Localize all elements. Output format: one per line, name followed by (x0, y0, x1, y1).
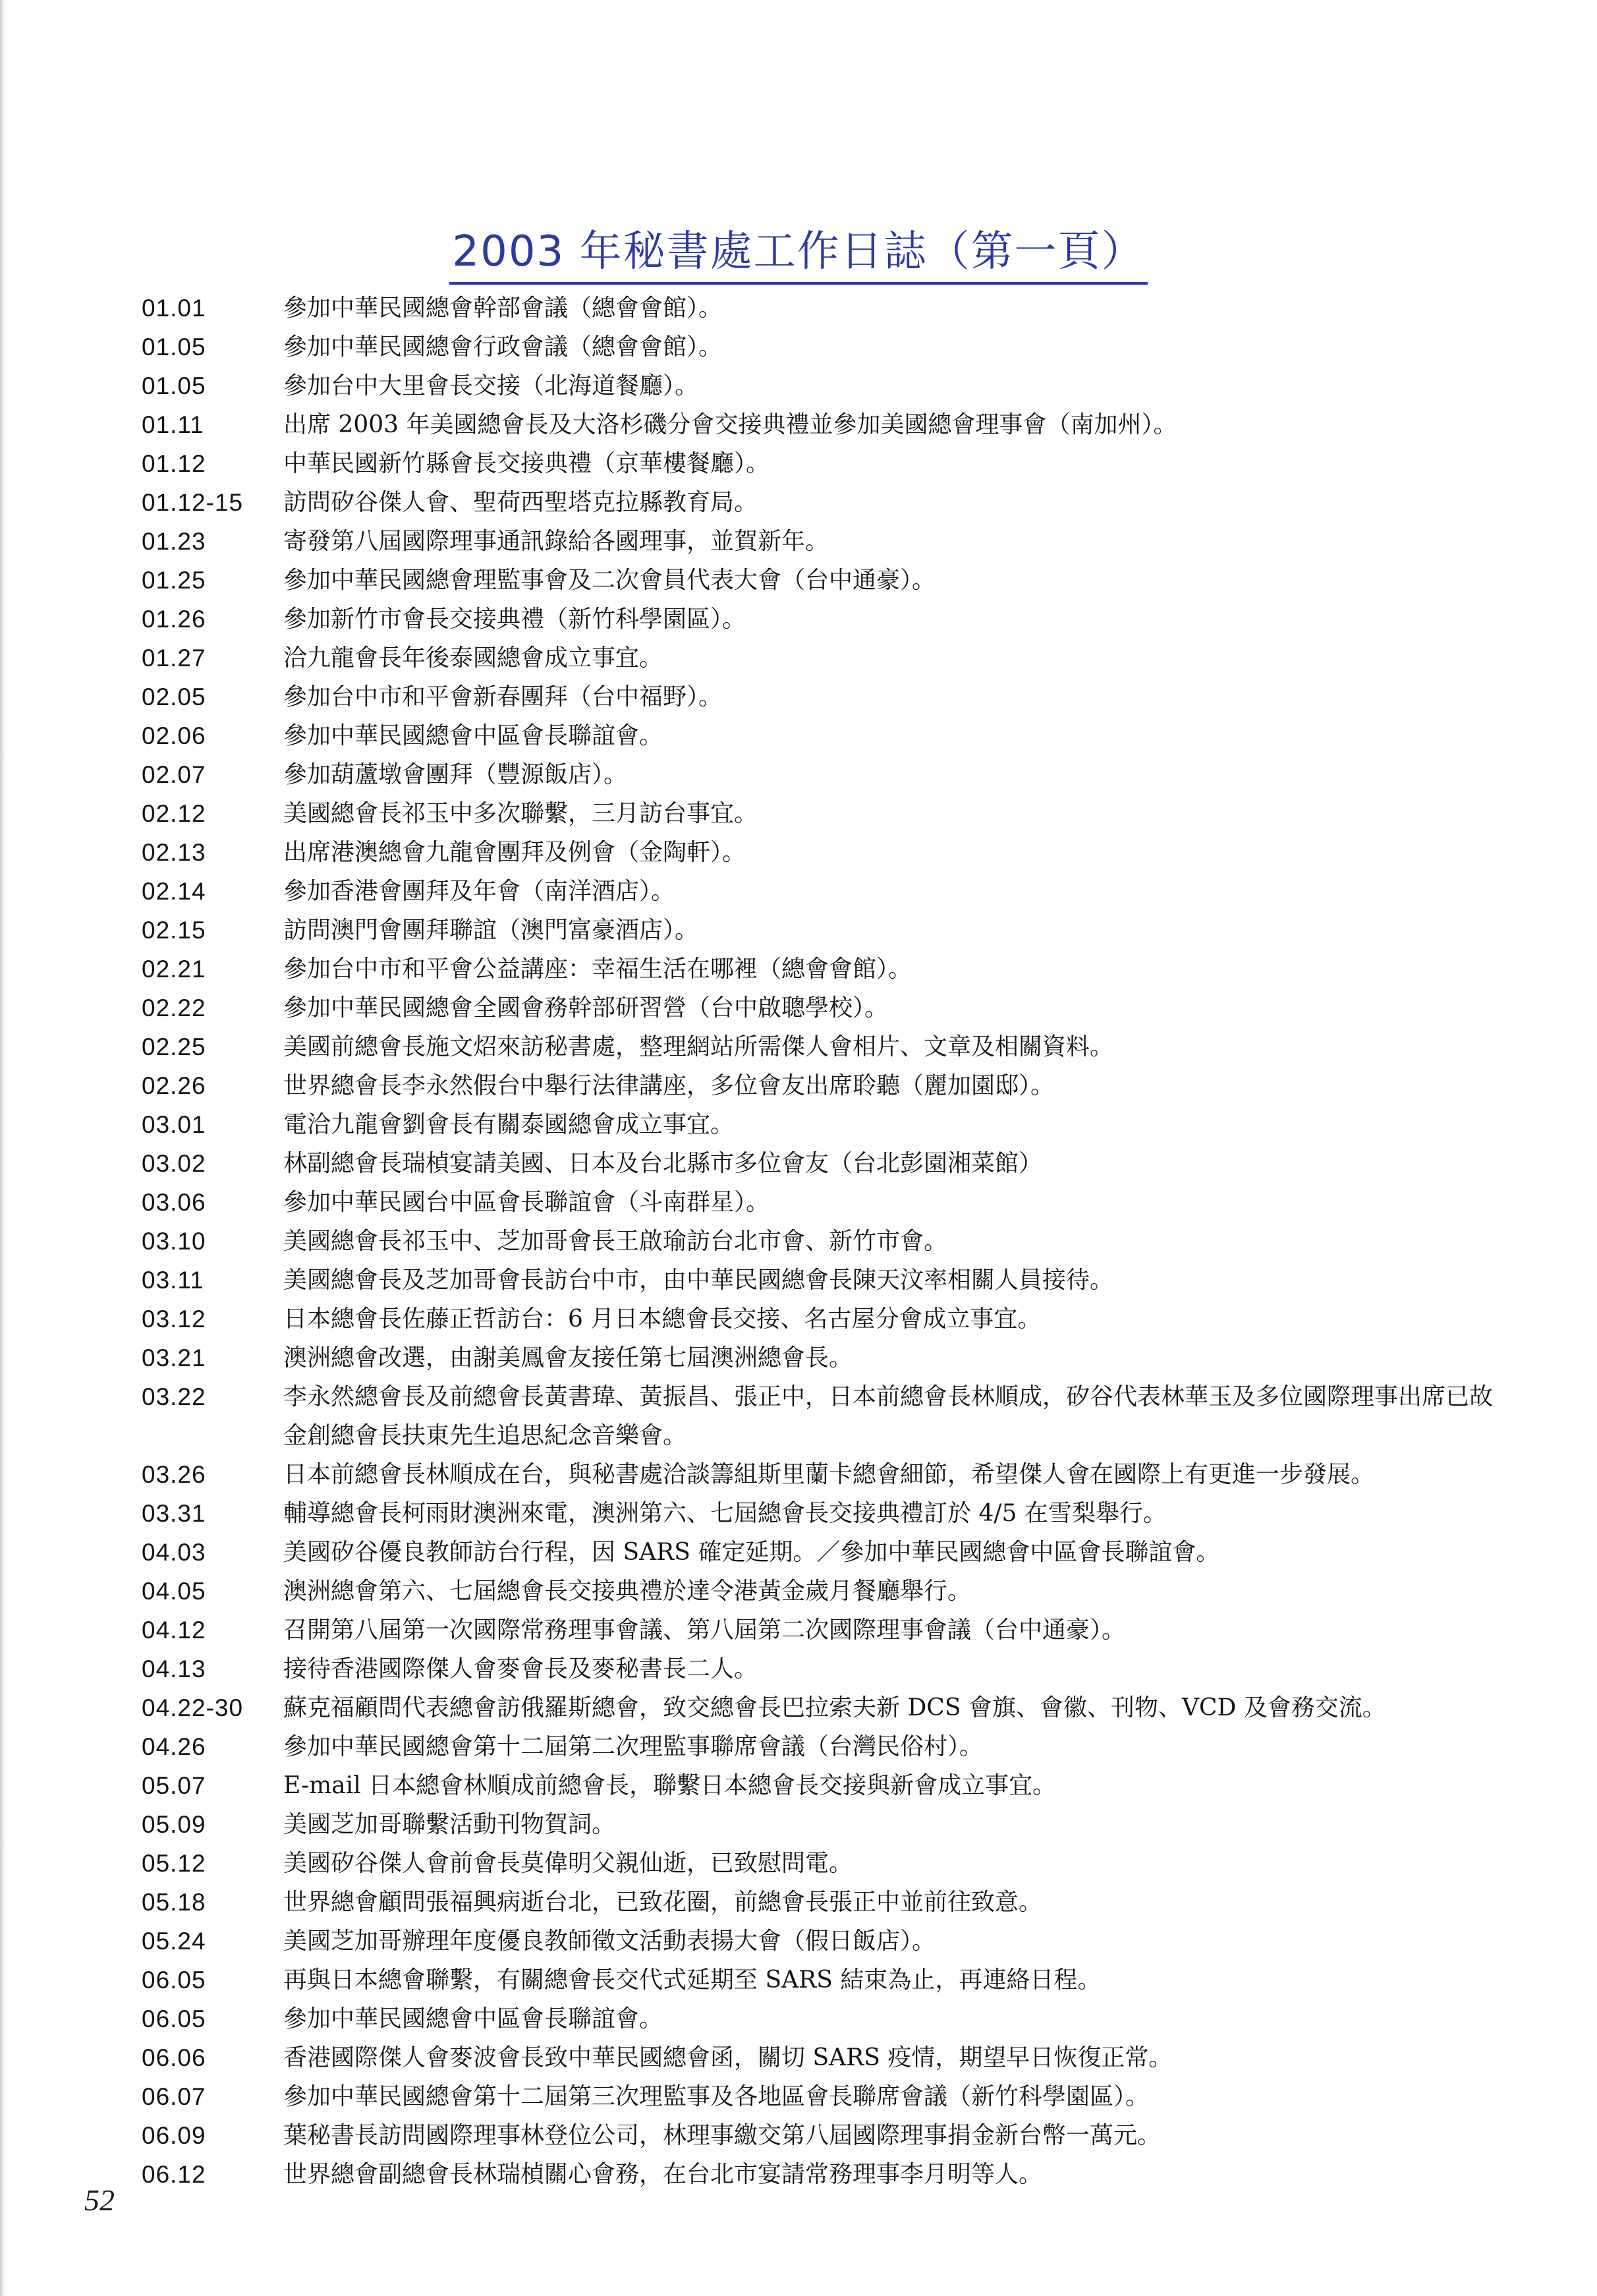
log-entry-text: 世界總會顧問張福興病逝台北，已致花圈，前總會長張正中並前往致意。 (283, 1889, 1043, 1916)
log-entry (142, 2077, 1532, 2116)
log-entry-text: 參加中華民國總會全國會務幹部研習營（台中啟聰學校）。 (283, 994, 889, 1021)
log-entry-text: 澳洲總會改選，由謝美鳳會友接任第七屆澳洲總會長。 (283, 1344, 853, 1371)
log-entry-text: 葉秘書長訪問國際理事林登位公司，林理事繳交第八屆國際理事捐金新台幣一萬元。 (283, 2122, 1162, 2149)
scan-edge-shadow (0, 0, 7, 2296)
log-entry (142, 755, 1532, 794)
log-entry (142, 1572, 1532, 1611)
log-entry-date: 06.06 (142, 2044, 206, 2071)
log-entry-date: 06.07 (142, 2083, 206, 2110)
log-entry-date: 03.10 (142, 1228, 206, 1255)
log-entry-date: 02.21 (142, 956, 206, 983)
log-entry-text: 美國矽谷傑人會前會長莫偉明父親仙逝，已致慰問電。 (283, 1850, 853, 1877)
log-entry-date: 06.05 (142, 1966, 206, 1994)
log-entry-date: 02.15 (142, 917, 206, 944)
log-entry-text: 參加中華民國總會幹部會議（總會會館）。 (283, 295, 723, 322)
log-entry-date: 02.26 (142, 1072, 206, 1099)
log-entry (142, 639, 1532, 677)
log-entry-text: 再與日本總會聯繫，有關總會長交代式延期至 SARS 結束為止，再連絡日程。 (283, 1966, 1102, 1994)
log-entry-date: 06.12 (142, 2161, 206, 2188)
log-entry-date: 06.09 (142, 2122, 206, 2149)
log-entry (142, 794, 1532, 833)
log-entry (142, 1611, 1532, 1650)
log-entry-text: 世界總會副總會長林瑞楨關心會務，在台北市宴請常務理事李月明等人。 (283, 2161, 1043, 2188)
log-entry (142, 989, 1532, 1027)
log-entry-text: 參加台中大里會長交接（北海道餐廳）。 (283, 372, 699, 399)
log-entry-text: E-mail 日本總會林順成前總會長，聯繫日本總會長交接與新會成立事宜。 (283, 1772, 1057, 1799)
log-entry-text: 參加中華民國總會中區會長聯誼會。 (283, 2005, 663, 2032)
log-entry-date: 01.01 (142, 295, 206, 322)
log-entry (142, 950, 1532, 989)
log-entry-text: 出席 2003 年美國總會長及大洛杉磯分會交接典禮並參加美國總會理事會（南加州）。 (283, 411, 1177, 438)
log-entry-date: 04.26 (142, 1733, 206, 1760)
log-entry (142, 483, 1532, 522)
title-block (0, 217, 1597, 285)
log-entry (142, 1261, 1532, 1300)
log-entry (142, 1766, 1532, 1805)
log-entry (142, 1377, 1532, 1455)
log-entry (142, 1027, 1532, 1066)
log-entry-date: 03.11 (142, 1267, 204, 1294)
log-entry-text: 美國總會長及芝加哥會長訪台中市，由中華民國總會長陳天汶率相關人員接待。 (283, 1267, 1114, 1294)
log-entry-text: 世界總會長李永然假台中舉行法律講座，多位會友出席聆聽（麗加園邸）。 (283, 1072, 1055, 1099)
log-entry-date: 04.03 (142, 1539, 206, 1566)
log-entry (142, 1144, 1532, 1183)
log-entry (142, 677, 1532, 716)
log-entry-text: 參加中華民國總會中區會長聯誼會。 (283, 722, 663, 749)
log-entry-text: 參加中華民國總會第十二屆第二次理監事聯席會議（台灣民俗村）。 (283, 1733, 984, 1760)
log-entry-date: 03.02 (142, 1150, 206, 1177)
log-entry (142, 1961, 1532, 1999)
log-entry (142, 911, 1532, 950)
log-entry-date: 05.24 (142, 1928, 206, 1955)
log-entry-text: 美國總會長祁玉中多次聯繫，三月訪台事宜。 (283, 800, 758, 827)
log-entry (142, 366, 1532, 405)
log-entry-text: 蘇克福顧問代表總會訪俄羅斯總會，致交總會長巴拉索夫新 DCS 會旗、會徽、刊物、VCD 及會務交流。 (283, 1694, 1386, 1721)
log-entry (142, 1805, 1532, 1844)
log-entry-text: 參加中華民國總會理監事會及二次會員代表大會（台中通豪）。 (283, 567, 936, 594)
log-entry-text: 李永然總會長及前總會長黃書瑋、黃振昌、張正中，日本前總會長林順成，矽谷代表林華玉及多位國際理事出席已故 金創總會長扶東先生追思紀念音樂會。 (283, 1383, 1517, 1449)
log-entry (142, 1727, 1532, 1766)
log-entry-text: 輔導總會長柯雨財澳洲來電，澳洲第六、七屆總會長交接典禮訂於 4/5 在雪梨舉行。 (283, 1500, 1167, 1527)
log-entry-text: 洽九龍會長年後泰國總會成立事宜。 (283, 645, 663, 672)
log-entry-date: 02.13 (142, 839, 206, 866)
log-entry-date: 03.06 (142, 1189, 206, 1216)
log-entry (142, 1688, 1532, 1727)
log-entry-text: 召開第八屆第一次國際常務理事會議、第八屆第二次國際理事會議（台中通豪）。 (283, 1617, 1126, 1644)
log-entry-text: 電洽九龍會劉會長有關泰國總會成立事宜。 (283, 1111, 735, 1138)
log-entry-text: 參加台中市和平會公益講座：幸福生活在哪裡（總會會館）。 (283, 956, 912, 983)
log-entry (142, 2038, 1532, 2077)
log-entry-text: 美國總會長祁玉中、芝加哥會長王啟瑜訪台北市會、新竹市會。 (283, 1228, 948, 1255)
log-entry-date: 03.22 (142, 1383, 206, 1410)
log-entry-date: 02.07 (142, 761, 206, 788)
log-entry (142, 1922, 1532, 1961)
log-entry (142, 1844, 1532, 1883)
log-entry-date: 03.01 (142, 1111, 206, 1138)
log-entry (142, 405, 1532, 444)
log-entry-date: 03.31 (142, 1500, 206, 1527)
log-entry-text: 出席港澳總會九龍會團拜及例會（金陶軒）。 (283, 839, 746, 866)
log-entry (142, 1222, 1532, 1261)
log-entry-text: 美國芝加哥聯繫活動刊物賀詞。 (283, 1811, 616, 1838)
log-entry-text: 中華民國新竹縣會長交接典禮（京華樓餐廳）。 (283, 450, 770, 477)
log-entry-date: 01.12 (142, 450, 206, 477)
log-entry-date: 01.25 (142, 567, 206, 594)
log-entry-date: 05.12 (142, 1850, 206, 1877)
log-entry-date: 05.18 (142, 1889, 206, 1916)
log-entry-date: 04.22-30 (142, 1694, 244, 1721)
log-entry-date: 02.14 (142, 878, 206, 905)
log-entry-text: 美國矽谷優良教師訪台行程，因 SARS 確定延期。／參加中華民國總會中區會長聯誼會。 (283, 1539, 1220, 1566)
log-entry-date: 01.05 (142, 372, 206, 399)
log-entry-date: 01.23 (142, 528, 206, 555)
log-entry (142, 1066, 1532, 1105)
log-entry-date: 01.12-15 (142, 489, 244, 516)
log-entry-date: 05.07 (142, 1772, 206, 1799)
log-entry (142, 2155, 1532, 2194)
log-entry (142, 872, 1532, 911)
log-entry-text: 美國前總會長施文炤來訪秘書處，整理網站所需傑人會相片、文章及相關資料。 (283, 1033, 1114, 1060)
log-entry-text: 日本前總會長林順成在台，與秘書處洽談籌組斯里蘭卡總會細節，希望傑人會在國際上有更進一步發展。 (283, 1461, 1375, 1488)
log-entry (142, 1533, 1532, 1572)
log-entry (142, 444, 1532, 483)
work-log-list (142, 289, 1532, 2194)
log-entry-date: 05.09 (142, 1811, 206, 1838)
log-entry (142, 1338, 1532, 1377)
log-entry-date: 02.06 (142, 722, 206, 749)
log-entry-text: 參加中華民國總會行政會議（總會會館）。 (283, 333, 723, 360)
log-entry-date: 06.05 (142, 2005, 206, 2032)
log-entry-text: 接待香港國際傑人會麥會長及麥秘書長二人。 (283, 1655, 758, 1682)
log-entry (142, 328, 1532, 366)
log-entry-text: 參加葫蘆墩會團拜（豐源飯店）。 (283, 761, 628, 788)
log-entry-date: 02.12 (142, 800, 206, 827)
log-entry (142, 716, 1532, 755)
log-entry-date: 01.05 (142, 333, 206, 360)
log-entry-date: 03.26 (142, 1461, 206, 1488)
log-entry-text: 林副總會長瑞楨宴請美國、日本及台北縣市多位會友（台北彭園湘菜館） (283, 1150, 1043, 1177)
log-entry (142, 1455, 1532, 1494)
log-entry-text: 參加香港會團拜及年會（南洋酒店）。 (283, 878, 675, 905)
log-entry (142, 1183, 1532, 1222)
log-entry (142, 2116, 1532, 2155)
log-entry-date: 02.25 (142, 1033, 206, 1060)
log-entry (142, 1494, 1532, 1533)
log-entry-date: 03.12 (142, 1306, 206, 1333)
log-entry-date: 01.26 (142, 606, 206, 633)
log-entry-text: 訪問矽谷傑人會、聖荷西聖塔克拉縣教育局。 (283, 489, 758, 516)
log-entry-text: 訪問澳門會團拜聯誼（澳門富豪酒店）。 (283, 917, 699, 944)
log-entry-text: 香港國際傑人會麥波會長致中華民國總會函，關切 SARS 疫情，期望早日恢復正常。 (283, 2044, 1173, 2071)
log-entry-date: 04.12 (142, 1617, 206, 1644)
log-entry (142, 561, 1532, 600)
log-entry (142, 1650, 1532, 1688)
log-entry-text: 參加中華民國總會第十二屆第三次理監事及各地區會長聯席會議（新竹科學園區）。 (283, 2083, 1150, 2110)
log-entry (142, 522, 1532, 561)
log-entry-date: 01.27 (142, 645, 206, 672)
log-entry (142, 1883, 1532, 1922)
log-entry-date: 01.11 (142, 411, 204, 438)
log-entry-date: 03.21 (142, 1344, 206, 1371)
page-title: 2003 年秘書處工作日誌（第一頁） (449, 217, 1147, 285)
log-entry (142, 1300, 1532, 1338)
log-entry-text: 澳洲總會第六、七屆總會長交接典禮於達令港黃金歲月餐廳舉行。 (283, 1578, 972, 1605)
log-entry (142, 1999, 1532, 2038)
log-entry-text: 參加新竹市會長交接典禮（新竹科學園區）。 (283, 606, 746, 633)
log-entry-text: 日本總會長佐藤正哲訪台：6 月日本總會長交接、名古屋分會成立事宜。 (283, 1306, 1042, 1333)
log-entry-date: 04.05 (142, 1578, 206, 1605)
log-entry-text: 美國芝加哥辦理年度優良教師徵文活動表揚大會（假日飯店）。 (283, 1928, 936, 1955)
page-number: 52 (84, 2183, 115, 2217)
log-entry-text: 參加台中市和平會新春團拜（台中福野）。 (283, 683, 723, 710)
log-entry (142, 600, 1532, 639)
log-entry-text: 參加中華民國台中區會長聯誼會（斗南群星）。 (283, 1189, 770, 1216)
log-entry-date: 02.22 (142, 994, 206, 1021)
log-entry-text: 寄發第八屆國際理事通訊錄給各國理事，並賀新年。 (283, 528, 829, 555)
log-entry (142, 833, 1532, 872)
log-entry-date: 04.13 (142, 1655, 206, 1682)
log-entry (142, 1105, 1532, 1144)
log-entry-date: 02.05 (142, 683, 206, 710)
log-entry (142, 289, 1532, 328)
